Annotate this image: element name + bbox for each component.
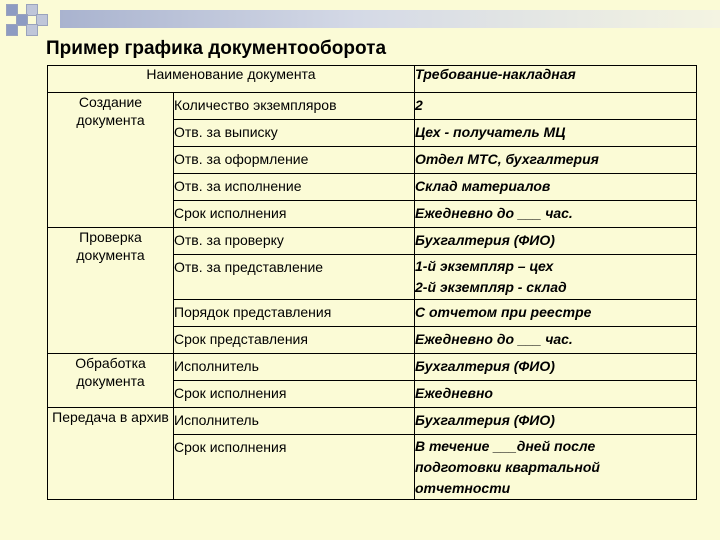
value-cell <box>415 228 697 255</box>
param-cell <box>174 381 415 408</box>
table-row <box>48 228 697 255</box>
param-cell <box>174 147 415 174</box>
param-cell <box>174 120 415 147</box>
param-label: Исполнитель <box>174 412 259 428</box>
value-cell <box>415 201 697 228</box>
value-cell <box>415 255 697 300</box>
value-cell <box>415 381 697 408</box>
param-label: Исполнитель <box>174 358 259 374</box>
stage-archive-cell <box>48 408 174 500</box>
value-text: Ежедневно до ___ час. <box>415 205 573 221</box>
param-label: Отв. за исполнение <box>174 178 302 194</box>
param-cell <box>174 201 415 228</box>
value-text: В течение ___дней после <box>415 438 596 454</box>
value-text: С отчетом при реестре <box>415 304 592 320</box>
value-cell <box>415 327 697 354</box>
stage-label: Проверка документа <box>76 229 145 263</box>
value-text: Бухгалтерия (ФИО) <box>415 358 555 374</box>
value-cell <box>415 354 697 381</box>
value-cell <box>415 174 697 201</box>
value-cell <box>415 93 697 120</box>
header-document-value: Требование-накладная <box>415 66 697 93</box>
stage-creation-cell <box>48 93 174 228</box>
param-label: Отв. за оформление <box>174 151 309 167</box>
table-row <box>48 408 697 435</box>
param-cell <box>174 93 415 120</box>
header-document-name-label: Наименование документа <box>48 66 415 93</box>
stage-processing-cell <box>48 354 174 408</box>
value-text: Бухгалтерия (ФИО) <box>415 232 555 248</box>
slide-title: Пример графика документооборота <box>46 38 387 59</box>
value-text: 2 <box>415 97 423 113</box>
value-text-line2: подготовки квартальной <box>415 459 600 475</box>
param-label: Срок исполнения <box>174 205 287 221</box>
param-cell <box>174 435 415 500</box>
stage-verification-cell <box>48 228 174 354</box>
param-label: Отв. за выписку <box>174 124 278 140</box>
value-text: Ежедневно до ___ час. <box>415 331 573 347</box>
value-text: Склад материалов <box>415 178 551 194</box>
corner-square-decoration <box>26 24 38 36</box>
param-cell <box>174 300 415 327</box>
param-label: Количество экземпляров <box>174 97 337 113</box>
value-cell <box>415 435 697 500</box>
table-header-row <box>48 66 697 93</box>
value-cell <box>415 408 697 435</box>
param-label: Порядок представления <box>174 304 332 320</box>
param-cell <box>174 354 415 381</box>
param-cell <box>174 228 415 255</box>
stage-label: Создание документа <box>76 94 145 128</box>
param-label: Срок представления <box>174 331 308 347</box>
value-text: 1-й экземпляр – цех <box>415 258 554 274</box>
value-text-line3: отчетности <box>415 480 511 496</box>
value-cell <box>415 120 697 147</box>
param-cell <box>174 255 415 300</box>
value-text: Ежедневно <box>415 385 493 401</box>
param-label: Отв. за представление <box>174 259 324 275</box>
param-label: Отв. за проверку <box>174 232 284 248</box>
corner-square-decoration <box>6 24 18 36</box>
value-cell <box>415 300 697 327</box>
header-gradient-bar <box>60 10 720 28</box>
param-cell <box>174 408 415 435</box>
stage-label: Передача в архив <box>52 409 169 425</box>
param-label: Срок исполнения <box>174 439 287 455</box>
value-text: Отдел МТС, бухгалтерия <box>415 151 599 167</box>
value-text: Цех - получатель МЦ <box>415 124 566 140</box>
table-row <box>48 93 697 120</box>
param-label: Срок исполнения <box>174 385 287 401</box>
table-row <box>48 354 697 381</box>
value-text-line2: 2-й экземпляр - склад <box>415 279 567 295</box>
stage-label: Обработка документа <box>75 355 146 389</box>
param-cell <box>174 174 415 201</box>
value-text: Бухгалтерия (ФИО) <box>415 412 555 428</box>
param-cell <box>174 327 415 354</box>
document-flow-table <box>47 65 697 500</box>
value-cell <box>415 147 697 174</box>
